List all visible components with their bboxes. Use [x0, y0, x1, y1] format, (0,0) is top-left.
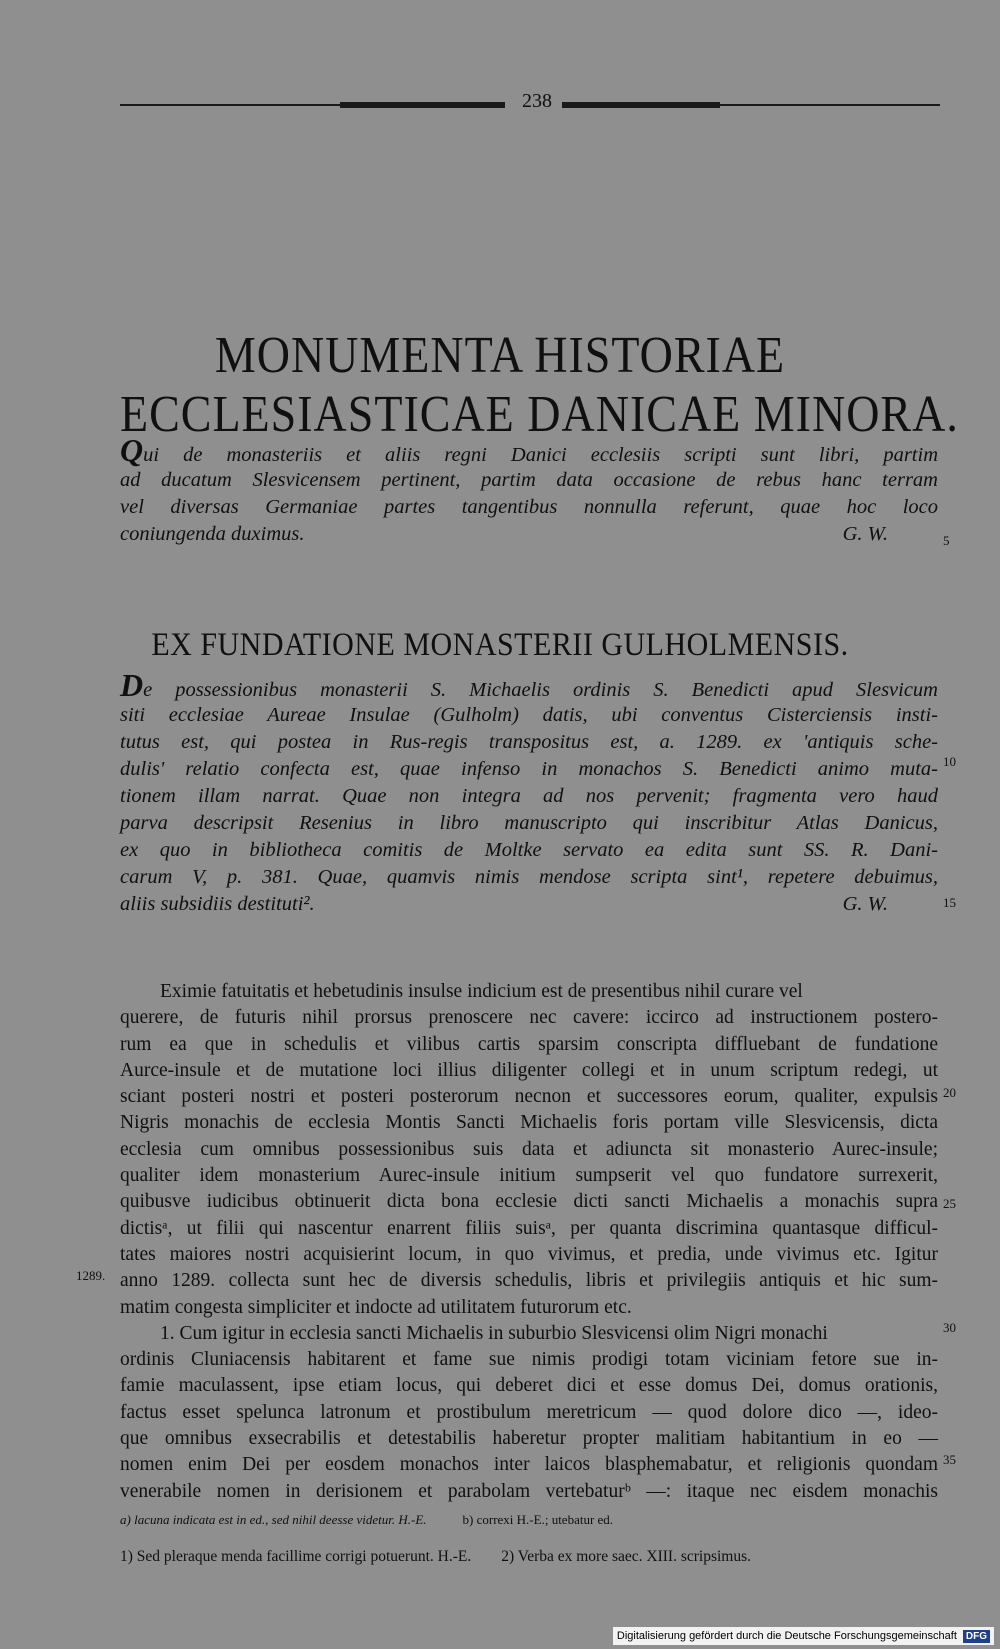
main-title-line-1: MONUMENTA HISTORIAE — [214, 325, 786, 383]
body-line: qualiter idem monasterium Aurec-insule initium sumpserit vel quo fundatore surrexerit, — [120, 1165, 938, 1187]
footnotes-letters — [120, 1512, 940, 1528]
body-line: matim congesta simpliciter et indocte ad utilitatem futurorum etc. — [120, 1296, 632, 1318]
body-line: Aurce-insule et de mutatione loci illius diligenter collegi et in unum scriptum redegi, ut — [120, 1059, 938, 1081]
footnote-2: 2) Verba ex more saec. XIII. scripsimus. — [501, 1548, 752, 1565]
section-line: dulis' relatio confecta est, quae infenso in monachos S. Benedicti animo muta- — [120, 758, 938, 780]
main-title-line-2: ECCLESIASTICAE DANICAE MINORA. — [120, 384, 959, 442]
body-line: factus esset spelunca latronum et prostibulum meretricum — quod dolore dico —, ideo- — [120, 1401, 938, 1423]
body-line: tates maiores nostri acquisierint locum, in quo vivimus, et predia, unde vivimus etc. Igitur — [120, 1243, 938, 1265]
line-number: 15 — [943, 895, 956, 910]
margin-year: 1289. — [76, 1268, 106, 1283]
digitization-banner — [613, 1627, 994, 1645]
intro-signature: G. W. — [842, 523, 888, 545]
body-line: famie maculassent, ipse etiam locus, qui deberet dici et esse domus Dei, domus orationis, — [120, 1375, 938, 1397]
body-line: que omnibus exsecrabilis et detestabilis haberetur propter malitiam habitantium in eo — — [120, 1428, 938, 1450]
section-line: carum V, p. 381. Quae, quamvis nimis mendose scripta sint¹, repetere debuimus, — [120, 866, 938, 888]
body-line: nomen enim Dei per eosdem monachos inter laicos blasphemabatur, et religionis quondam — [120, 1454, 938, 1476]
intro-dropcap: Q — [120, 432, 144, 468]
header-rule-left-thick — [340, 102, 505, 108]
intro-line: Qui de monasteriis et aliis regni Danici ecclesiis scripti sunt libri, partim — [120, 432, 938, 468]
line-number: 30 — [943, 1320, 956, 1335]
section-line: parva descripsit Resenius in libro manuscripto qui inscribitur Atlas Danicus, — [120, 812, 938, 834]
banner-text: Digitalisierung gefördert durch die Deutsche Forschungsgemeinschaft — [616, 1630, 957, 1642]
section-line: siti ecclesiae Aureae Insulae (Gulholm) datis, ubi conventus Cisterciensis insti- — [120, 704, 938, 726]
intro-paragraph — [120, 432, 938, 548]
footnote-b: b) correxi H.-E.; utebatur ed. — [462, 1512, 614, 1527]
body-line: venerabile nomen in derisionem et parabolam vertebaturᵇ —: itaque nec eisdem monachis — [120, 1480, 938, 1502]
line-number: 10 — [943, 754, 956, 769]
line-number: 25 — [943, 1196, 956, 1211]
body-line: querere, de futuris nihil prorsus prenoscere nec cavere: iccirco ad instructionem postero- — [120, 1007, 938, 1029]
body-line: ordinis Cluniacensis habitarent et fame sue nimis prodigi totam viciniam fetore sue in- — [120, 1349, 938, 1371]
body-line: rum ea que in schedulis et vilibus cartis sparsim conscripta diffluebant de fundatione — [120, 1033, 938, 1055]
line-number: 35 — [943, 1452, 956, 1467]
line-number: 5 — [943, 533, 950, 548]
intro-line: ad ducatum Slesvicensem pertinent, partim data occasione de rebus hanc terram — [120, 469, 938, 491]
body-line: Nigris monachis de ecclesia Montis Sancti Michaelis foris portam ville Slesvicensis, dicta — [120, 1112, 938, 1134]
section-line: aliis subsidiis destituti². G. W. — [120, 891, 938, 918]
section-line: tionem illam narrat. Quae non integra ad nos pervenit; fragmenta vero haud — [120, 785, 938, 807]
header-rule-right — [640, 104, 940, 106]
intro-line: coniungenda duximus. G. W. — [120, 521, 938, 548]
body-line: sciant posteri nostri et posteri posterorum necnon et successores eorum, qualiter, expulsis — [120, 1086, 938, 1108]
body-line: anno 1289. collecta sunt hec de diversis schedulis, libris et privilegiis antiquis et hic sum- — [120, 1270, 938, 1292]
body-text — [120, 979, 938, 1505]
section-signature: G. W. — [842, 893, 888, 915]
body-line: quibusve iudicibus obtinuerit dicta bona ecclesie dicti sancti Michaelis a monachis supra — [120, 1191, 938, 1213]
body-line: Eximie fatuitatis et hebetudinis insulse indicium est de presentibus nihil curare vel — [160, 981, 803, 1002]
body-line: 1. Cum igitur in ecclesia sancti Michaelis in suburbio Slesvicensi olim Nigri monachi — [160, 1322, 828, 1344]
footnote-1: 1) Sed pleraque menda facillime corrigi potuerunt. H.-E. — [120, 1548, 472, 1565]
dfg-logo-icon: DFG — [963, 1630, 990, 1643]
body-line: dictisᵃ, ut filii qui nascentur enarrent filiis suisᵃ, per quanta discrimina quantasque difficul- — [120, 1217, 938, 1239]
page-number: 238 — [512, 90, 562, 113]
intro-line: vel diversas Germaniae partes tangentibus nonnulla referunt, quae hoc loco — [120, 496, 938, 518]
body-line: ecclesia cum omnibus possessionibus suis data et adiuncta sit monasterio Aurec-insule; — [120, 1138, 938, 1160]
section-line: De possessionibus monasterii S. Michaelis ordinis S. Benedicti apud Slesvicum — [120, 667, 938, 703]
section-line: tutus est, qui postea in Rus-regis transpositus est, a. 1289. ex 'antiquis sche- — [120, 731, 938, 753]
section-intro-paragraph — [120, 667, 938, 918]
footnotes-numbers — [120, 1548, 940, 1566]
section-line: ex quo in bibliotheca comitis de Moltke servato ea edita sunt SS. R. Dani- — [120, 839, 938, 861]
footnote-a: a) lacuna indicata est in ed., sed nihil deesse videtur. H.-E. — [120, 1512, 427, 1527]
line-number: 20 — [943, 1085, 956, 1100]
section-heading: EX FUNDATIONE MONASTERII GULHOLMENSIS. — [151, 626, 849, 663]
section-dropcap: D — [120, 667, 144, 703]
